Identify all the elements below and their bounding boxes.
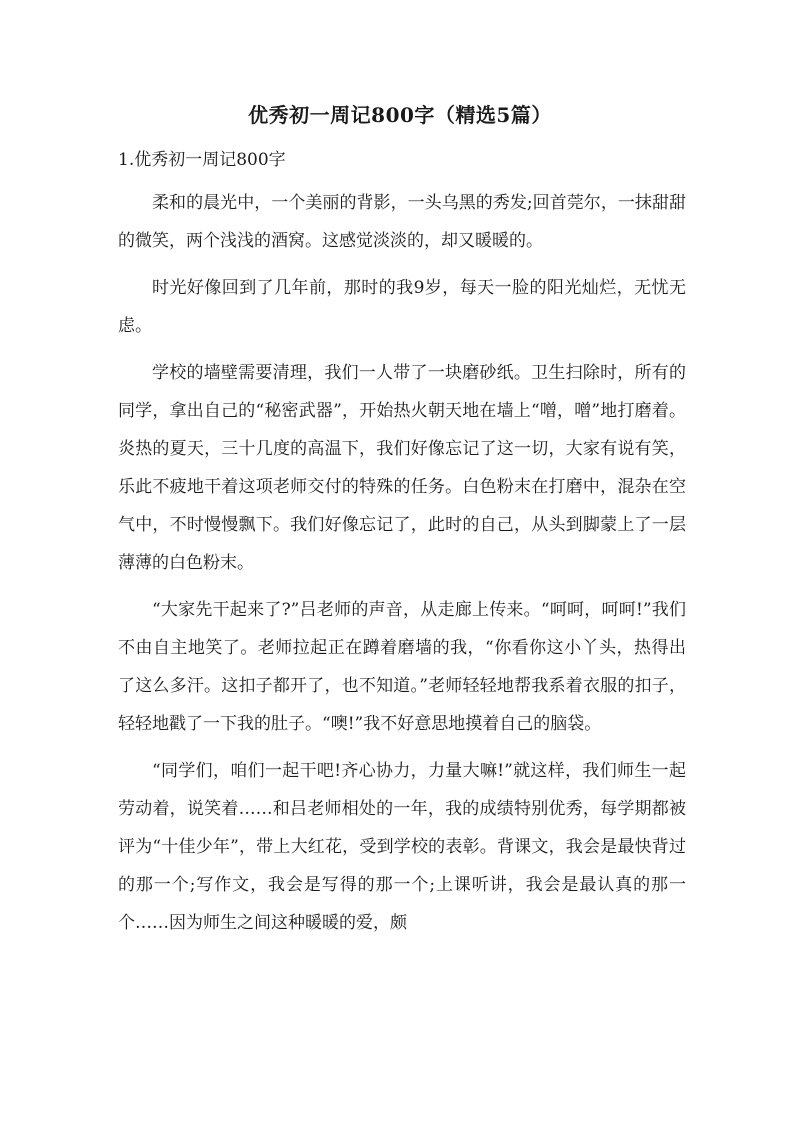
paragraph: 学校的墙壁需要清理，我们一人带了一块磨砂纸。卫生扫除时，所有的同学，拿出自己的“秘密武器”，开始热火朝天地在墙上“噌，噌”地打磨着。炎热的夏天，三十几度的高温下，我们好像忘记了这一切，大家有说有笑，乐此不疲地干着这项老师交付的特殊的任务。白色粉末在打磨中，混杂在空气中，不时慢慢飘下。我们好像忘记了，此时的自己，从头到脚蒙上了一层薄薄的白色粉末。 — [118, 363, 686, 573]
paragraph: “同学们，咱们一起干吧!齐心协力，力量大嘛!”就这样，我们师生一起劳动着，说笑着……和吕老师相处的一年，我的成绩特别优秀，每学期都被评为“十佳少年”，带上大红花，受到学校的表彰。背课文，我会是最快背过的那一个;写作文，我会是写得的那一个;上课听讲，我会是最认真的那一个……因为师生之间这种暖暖的爱，颇 — [118, 761, 686, 933]
paragraph: 柔和的晨光中，一个美丽的背影，一头乌黑的秀发;回首莞尔，一抹甜甜的微笑，两个浅浅的酒窝。这感觉淡淡的，却又暖暖的。 — [118, 193, 686, 251]
paragraph: 时光好像回到了几年前，那时的我9岁，每天一脸的阳光灿烂，无忧无虑。 — [118, 278, 686, 336]
document-body — [118, 184, 686, 951]
document-title: 优秀初一周记800字（精选5篇） — [248, 103, 552, 127]
section-heading: 1.优秀初一周记800字 — [118, 150, 286, 170]
paragraph: “大家先干起来了?”吕老师的声音，从走廊上传来。“呵呵，呵呵!”我们不由自主地笑了。老师拉起正在蹲着磨墙的我，“你看你这小丫头，热得出了这么多汗。这扣子都开了，也不知道。”老师轻轻地帮我系着衣服的扣子，轻轻地戳了一下我的肚子。“噢!”我不好意思地摸着自己的脑袋。 — [118, 600, 686, 734]
